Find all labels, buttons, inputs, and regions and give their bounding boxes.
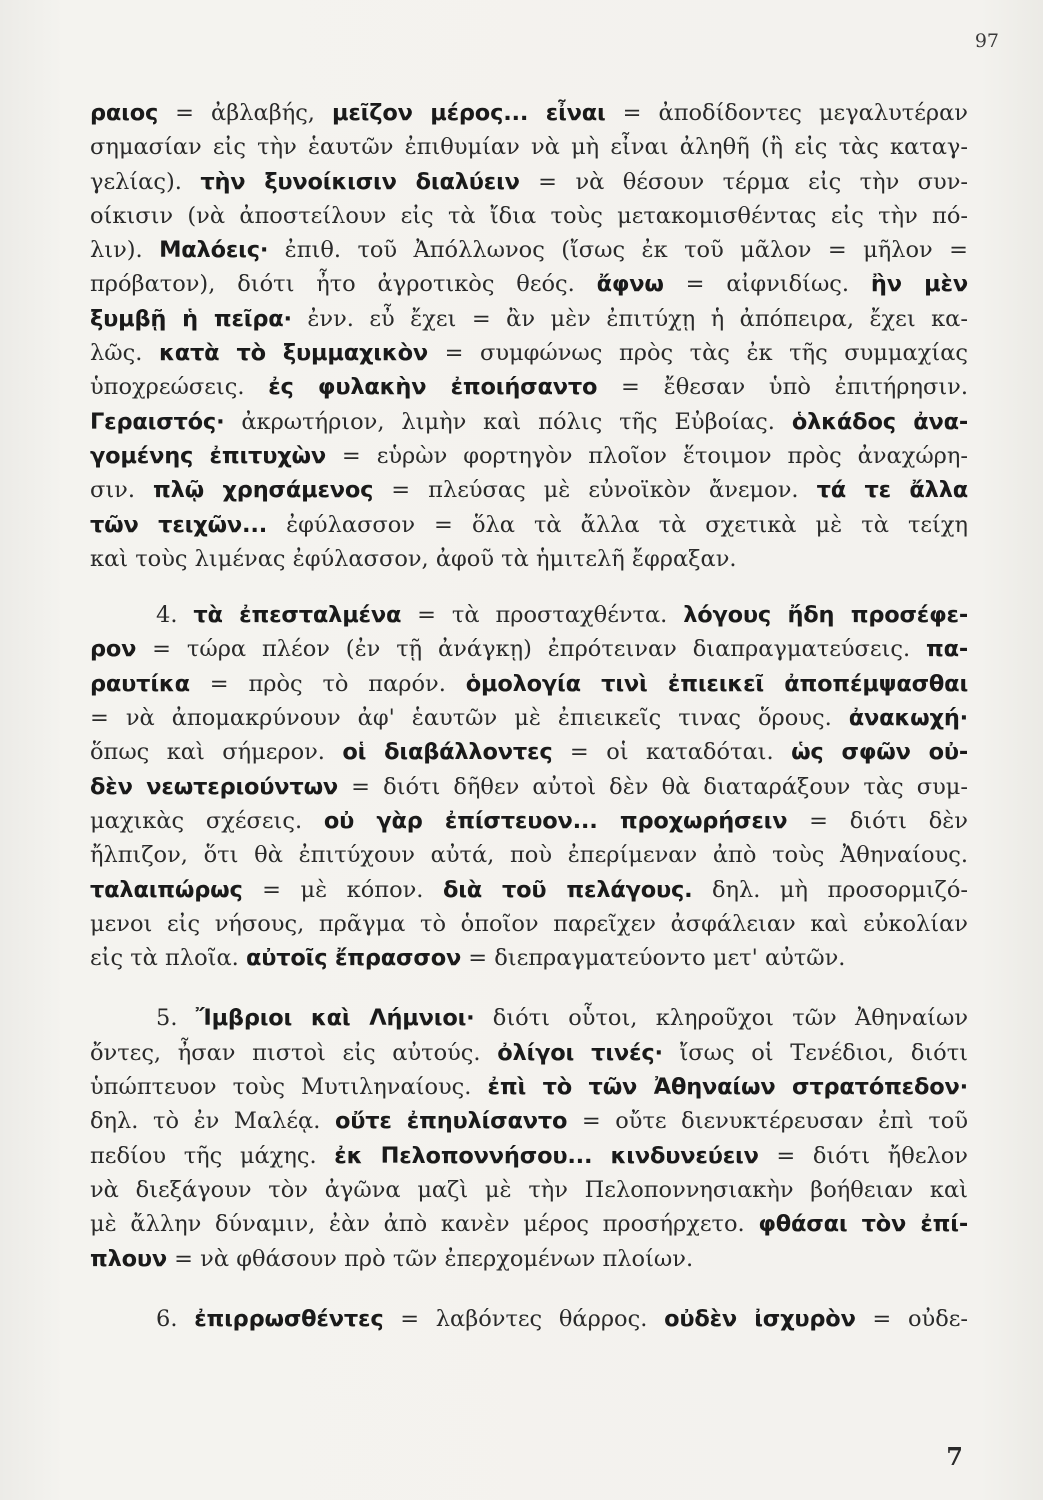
text-line: μενοι εἰς νήσους, πρᾶγμα τὸ ὁποῖον παρεῖχεν ἀσφάλειαν καὶ εὐκολίαν xyxy=(90,910,968,937)
signature-mark: 7 xyxy=(946,1442,963,1471)
text-line: μὲ ἄλλην δύναμιν, ἐὰν ἀπὸ κανὲν μέρος προσήρχετο. φθάσαι τὸν ἐπί- xyxy=(90,1211,968,1238)
text-line: πρόβατον), διότι ἦτο ἀγροτικὸς θεός. ἄφνω = αἰφνιδίως. ἢν μὲν xyxy=(90,271,968,298)
text-line: εἰς τὰ πλοῖα. αὐτοῖς ἔπρασσον = διεπραγματεύοντο μετ' αὐτῶν. xyxy=(90,945,846,972)
text-line: γελίας). τὴν ξυνοίκισιν διαλύειν = νὰ θέσουν τέρμα εἰς τὴν συν- xyxy=(90,168,968,195)
text-line: δηλ. τὸ ἐν Μαλέᾳ. οὔτε ἐπηυλίσαντο = οὔτε διενυκτέρευσαν ἐπὶ τοῦ xyxy=(90,1108,968,1135)
text-line: γομένης ἐπιτυχὼν = εὑρὼν φορτηγὸν πλοῖον ἕτοιμον πρὸς ἀναχώρη- xyxy=(90,442,968,469)
text-line: ἤλπιζον, ὅτι θὰ ἐπιτύχουν αὐτά, ποὺ ἐπερίμεναν ἀπὸ τοὺς Ἀθηναίους. xyxy=(90,842,968,869)
text-line: ξυμβῇ ἡ πεῖρα· ἐνν. εὖ ἔχει = ἂν μὲν ἐπιτύχῃ ἡ ἀπόπειρα, ἔχει κα- xyxy=(90,305,968,332)
text-line: ὅπως καὶ σήμερον. οἱ διαβάλλοντες = οἱ καταδόται. ὡς σφῶν οὐ- xyxy=(90,739,969,766)
text-line: καὶ τοὺς λιμένας ἐφύλασσον, ἀφοῦ τὰ ἡμιτελῆ ἔφραξαν. xyxy=(90,545,737,572)
text-line: Γεραιστός· ἀκρωτήριον, λιμὴν καὶ πόλις τῆς Εὐβοίας. ὁλκάδος ἀνα- xyxy=(90,408,968,435)
text-line: ὑπώπτευον τοὺς Μυτιληναίους. ἐπὶ τὸ τῶν Ἀθηναίων στρατόπεδον· xyxy=(90,1074,968,1101)
text-line: πεδίου τῆς μάχης. ἐκ Πελοποννήσου... κινδυνεύειν = διότι ἤθελον xyxy=(90,1142,968,1169)
commentary-text xyxy=(90,96,968,1336)
text-line: σιν. πλῷ χρησάμενος = πλεύσας μὲ εὐνοϊκὸν ἄνεμον. τά τε ἄλλα xyxy=(90,477,969,504)
text-line: ταλαιπώρως = μὲ κόπον. διὰ τοῦ πελάγους. δηλ. μὴ προσορμιζό- xyxy=(90,876,968,903)
text-line: ὄντες, ἦσαν πιστοὶ εἰς αὐτούς. ὀλίγοι τινές· ἴσως οἱ Τενέδιοι, διότι xyxy=(90,1039,968,1066)
text-line: μαχικὰς σχέσεις. οὐ γὰρ ἐπίστευον... προχωρήσειν = διότι δὲν xyxy=(90,807,968,834)
text-line: τῶν τειχῶν... ἐφύλασσον = ὅλα τὰ ἄλλα τὰ σχετικὰ μὲ τὰ τείχη xyxy=(90,511,968,538)
text-line: λιν). Μαλόεις· ἐπιθ. τοῦ Ἀπόλλωνος (ἴσως ἐκ τοῦ μᾶλον = μῆλον = xyxy=(90,237,968,264)
text-line: ὑποχρεώσεις. ἐς φυλακὴν ἐποιήσαντο = ἔθεσαν ὑπὸ ἐπιτήρησιν. xyxy=(90,374,969,401)
text-line: = νὰ ἀπομακρύνουν ἀφ' ἑαυτῶν μὲ ἐπιεικεῖς τινας ὅρους. ἀνακωχή· xyxy=(90,705,968,732)
text-line: 4. τὰ ἐπεσταλμένα = τὰ προσταχθέντα. λόγους ἤδη προσέφε- xyxy=(156,602,968,629)
text-line: ραυτίκα = πρὸς τὸ παρόν. ὁμολογία τινὶ ἐπιεικεῖ ἀποπέμψασθαι xyxy=(90,670,969,697)
text-line: σημασίαν εἰς τὴν ἑαυτῶν ἐπιθυμίαν νὰ μὴ εἶναι ἀληθῆ (ἢ εἰς τὰς καταγ- xyxy=(90,134,968,161)
page-number: 97 xyxy=(974,30,999,52)
text-line: πλουν = νὰ φθάσουν πρὸ τῶν ἐπερχομένων πλοίων. xyxy=(90,1245,694,1272)
text-line: λῶς. κατὰ τὸ ξυμμαχικὸν = συμφώνως πρὸς τὰς ἐκ τῆς συμμαχίας xyxy=(90,340,968,367)
text-line: νὰ διεξάγουν τὸν ἀγῶνα μαζὶ μὲ τὴν Πελοποννησιακὴν βοήθειαν καὶ xyxy=(90,1176,968,1203)
text-line: ραιος = ἀβλαβής, μεῖζον μέρος... εἶναι = ἀποδίδοντες μεγαλυτέραν xyxy=(90,100,968,126)
text-line: 6. ἐπιρρωσθέντες = λαβόντες θάρρος. οὐδὲν ἰσχυρὸν = οὐδε- xyxy=(156,1305,968,1332)
text-line: οίκισιν (νὰ ἀποστείλουν εἰς τὰ ἴδια τοὺς μετακομισθέντας εἰς τὴν πό- xyxy=(90,202,968,229)
text-line: ρον = τώρα πλέον (ἐν τῇ ἀνάγκῃ) ἐπρότειναν διαπραγματεύσεις. πα- xyxy=(90,636,968,663)
text-line: 5. Ἴμβριοι καὶ Λήμνιοι· διότι οὗτοι, κληροῦχοι τῶν Ἀθηναίων xyxy=(156,1005,968,1032)
text-line: δὲν νεωτεριούντων = διότι δῆθεν αὐτοὶ δὲν θὰ διαταράξουν τὰς συμ- xyxy=(90,773,969,800)
